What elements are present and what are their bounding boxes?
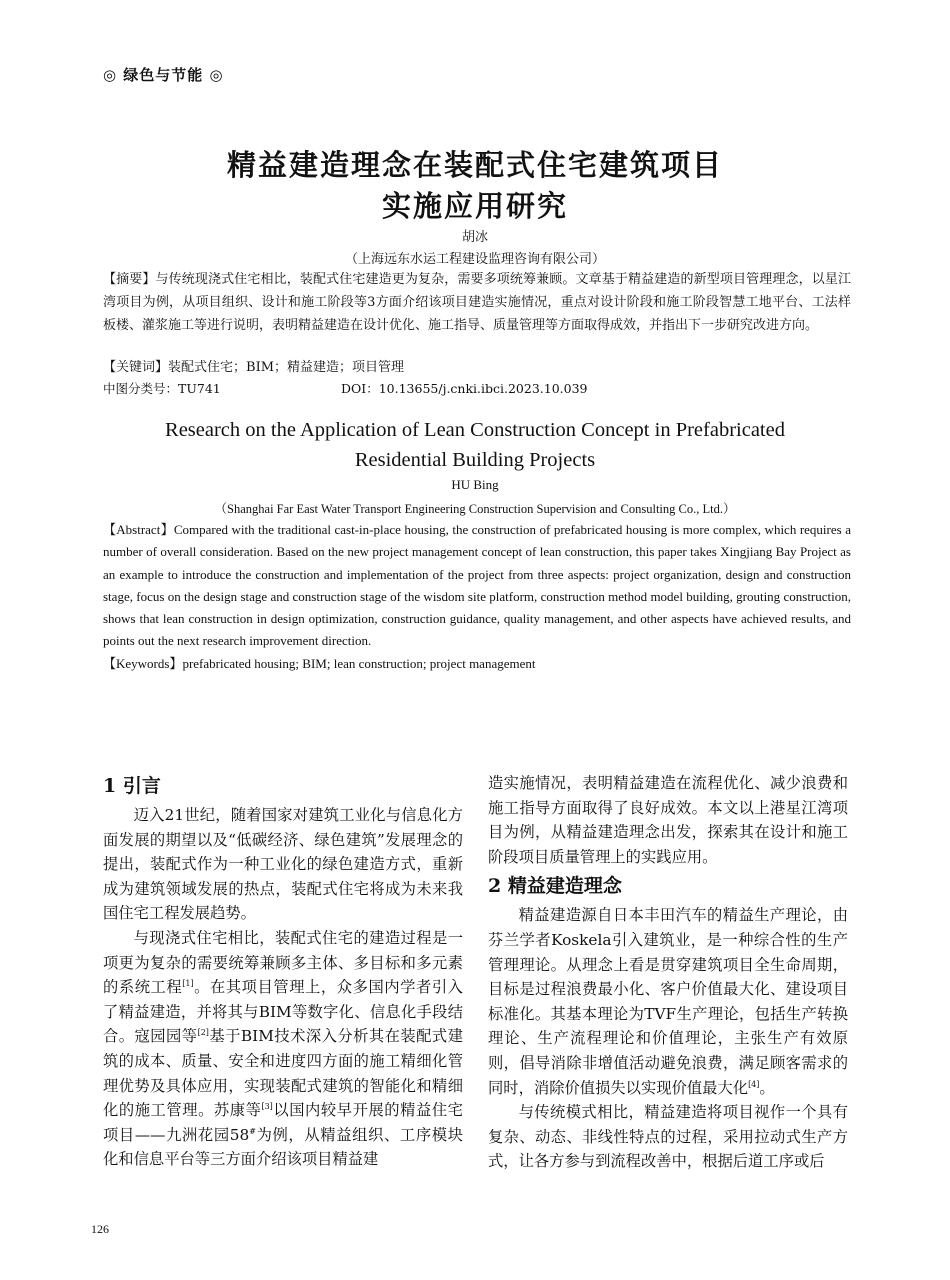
- paper-title-cn-line1: 精益建造理念在装配式住宅建筑项目: [226, 148, 723, 182]
- author-cn: 胡冰: [461, 230, 488, 245]
- paragraph-1: 迈入21世纪，随着国家对建筑工业化与信息化方面发展的期望以及“低碳经济、绿色建筑”发展理念的提出，装配式作为一种工业化的绿色建造方式，重新成为建筑领域发展的热点，装配式住宅将成为未来我国住宅工程发展趋势。: [103, 806, 463, 923]
- citation-3: [3]: [261, 1102, 273, 1112]
- abstract-cn-text: 与传统现浇式住宅相比，装配式住宅建造更为复杂，需要多项统筹兼顾。文章基于精益建造的新型项目管理理念，以星江湾项目为例，从项目组织、设计和施工阶段等3方面介绍该项目建造实施情况，重点对设计阶段和施工阶段智慧工地平台、工法样板楼、灌浆施工等进行说明，表明精益建造在设计优化、施工指导、质量管理等方面取得成效，并指出下一步研究改进方向。: [103, 272, 851, 333]
- citation-2: [2]: [197, 1028, 209, 1038]
- section-tag: ◎ 绿色与节能 ◎: [103, 66, 224, 84]
- paragraph-2-text-c: 基于BIM技术深入分析其在装配式建筑的成本、质量、安全和进度四方面的施工精细化管理优势及具体应用，实现装配式建筑的智能化和精细化的施工管理。苏康等: [103, 1027, 463, 1120]
- abstract-cn: [103, 268, 851, 337]
- paper-title-en-line1: Research on the Application of Lean Construction Concept in Prefabricated: [165, 419, 785, 441]
- keywords-cn-text: 装配式住宅；BIM；精益建造；项目管理: [168, 360, 405, 375]
- paragraph-2-continued: 造实施情况，表明精益建造在流程优化、减少浪费和施工指导方面取得了良好成效。本文以上港星江湾项目为例，从精益建造理念出发，探索其在设计和施工阶段项目质量管理上的实践应用。: [488, 774, 848, 866]
- keywords-en-text: prefabricated housing; BIM; lean construction; project management: [182, 656, 536, 671]
- keywords-en-label: 【Keywords】: [103, 656, 183, 671]
- citation-4: [4]: [748, 1079, 760, 1089]
- paragraph-2-text-e: 为例，从精益组织、工序模块化和信息平台等三方面介绍该项目精益建: [103, 1125, 463, 1169]
- paragraph-2-text-d: 以国内较早开展的精益住宅项目——九洲花园58: [103, 1101, 463, 1144]
- paragraph-3: [488, 903, 848, 1100]
- author-en: HU Bing: [451, 477, 499, 492]
- paragraph-3-text-b: 。: [759, 1078, 775, 1097]
- superscript-hash: #: [249, 1126, 256, 1136]
- body-left-column: [103, 769, 463, 1172]
- keywords-cn: [103, 356, 404, 375]
- paper-title-en-line2: Residential Building Projects: [354, 449, 596, 471]
- affiliation-cn: （上海远东水运工程建设监理咨询有限公司）: [344, 252, 605, 267]
- citation-1: [1]: [182, 979, 194, 989]
- paragraph-2-text-a: 与现浇式住宅相比，装配式住宅的建造过程是一项更为复杂的需要统筹兼顾多主体、多目标和多元素的系统工程: [103, 928, 463, 997]
- paper-title-cn-line2: 实施应用研究: [381, 189, 568, 223]
- keywords-en: [103, 653, 536, 672]
- abstract-en-text: Compared with the traditional cast-in-place housing, the construction of prefabricated housing is more complex, which requires a number of overall consideration. Based on the new project management concept of lean construction, this paper takes Xingjiang Bay Project as an example to introduce the construction and implementation of the project from three aspects: project organization, design and construction stage, focus on the design stage and construction stage of the wisdom site platform, construction method model building, grouting construction, shows that lean construction in design optimization, construction guidance, quality management, and other aspects have achieved results, and points out the next research improvement direction.: [103, 522, 851, 649]
- paragraph-2-text-b: 。在其项目管理上，众多国内学者引入了精益建造，并将其与BIM等数字化、信息化手段结合。寇园园等: [103, 978, 463, 1046]
- paragraph-4: 与传统模式相比，精益建造将项目视作一个具有复杂、动态、非线性特点的过程，采用拉动式生产方式，让各方参与到流程改善中，根据后道工序或后: [488, 1103, 848, 1171]
- abstract-en: [103, 519, 851, 653]
- abstract-en-label: 【Abstract】: [103, 522, 174, 537]
- classification-number: 中图分类号：TU741: [103, 381, 221, 396]
- section-2-heading: 2 精益建造理念: [488, 875, 622, 898]
- affiliation-en: （Shanghai Far East Water Transport Engineering Construction Supervision and Consulting Co., Ltd.）: [214, 502, 736, 516]
- page-number: 126: [91, 1222, 109, 1236]
- paragraph-2: [103, 926, 463, 1172]
- doi: DOI：10.13655/j.cnki.ibci.2023.10.039: [341, 381, 588, 396]
- keywords-cn-label: 【关键词】: [103, 360, 169, 375]
- section-1-heading: 1 引言: [103, 775, 161, 797]
- body-right-column: [488, 771, 848, 1174]
- abstract-cn-label: 【摘要】: [103, 272, 156, 287]
- paragraph-3-text-a: 精益建造源自日本丰田汽车的精益生产理论，由芬兰学者Koskela引入建筑业，是一种综合性的生产管理理论。从理念上看是贯穿建筑项目全生命周期，目标是过程浪费最小化、客户价值最大化、建设项目标准化。其基本理论为TVF生产理论，包括生产转换理论、生产流程理论和价值理论，主张生产有效原则，倡导消除非增值活动避免浪费，满足顾客需求的同时，消除价值损失以实现价值最大化: [488, 906, 848, 1097]
